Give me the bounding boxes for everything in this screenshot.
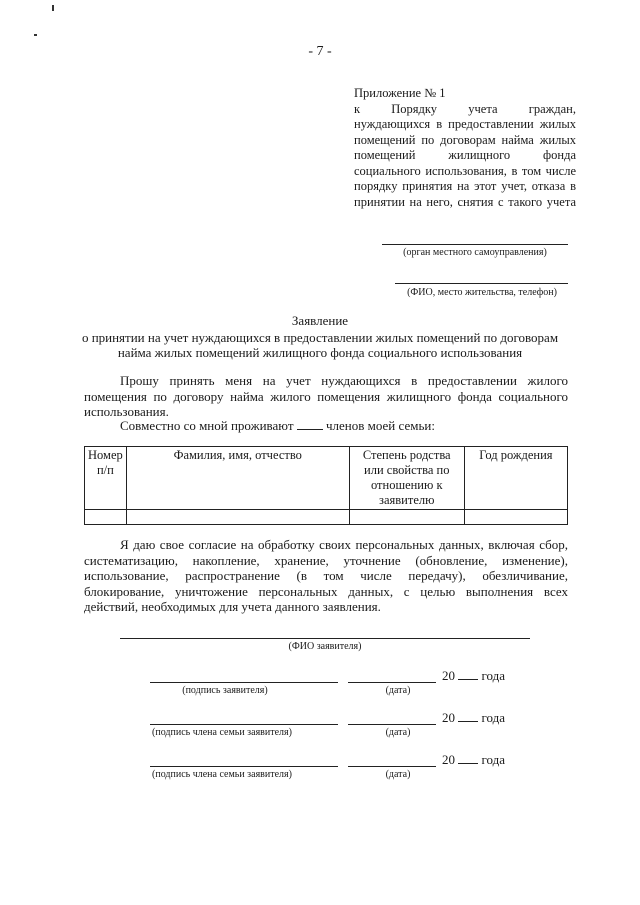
date-line[interactable]: [348, 724, 436, 725]
signature-caption: (подпись заявителя): [182, 685, 268, 696]
signature-line[interactable]: [150, 724, 338, 725]
appendix-block: [354, 86, 576, 210]
date-line[interactable]: [348, 766, 436, 767]
year-field: [442, 710, 505, 726]
year-field: [442, 752, 505, 768]
title-line: о принятии на учет нуждающихся в предоставлении жилых помещений по договорам: [81, 330, 559, 345]
table-header: Фамилия, имя, отчество: [126, 447, 349, 510]
year-suffix: года: [481, 668, 506, 683]
year-suffix: года: [481, 752, 506, 767]
applicant-field-line[interactable]: [395, 283, 568, 284]
appendix-line: принятии на него, снятия с такого учета: [354, 194, 576, 209]
table-header-row: [85, 447, 568, 510]
request-paragraph: Прошу принять меня на учет нуждающихся в предоставлении жилого помещения по договору найма жилого помещения жилищного фонда социального использования.: [84, 373, 568, 419]
year-input[interactable]: [458, 721, 478, 722]
date-line[interactable]: [348, 682, 436, 683]
table-cell[interactable]: [464, 510, 567, 525]
year-input[interactable]: [458, 763, 478, 764]
table-row: [85, 510, 568, 525]
appendix-line: порядку принятия на этот учет, отказа в: [354, 179, 576, 193]
table-header: Степень родства или свойства по отношению к заявителю: [349, 447, 464, 510]
applicant-field-caption: (ФИО, место жительства, телефон): [407, 287, 557, 298]
appendix-line: нуждающихся в предоставлении жилых: [354, 117, 576, 131]
scan-mark: [34, 34, 37, 36]
consent-paragraph: Я даю свое согласие на обработку своих персональных данных, включая сбор, систематизацию, накопление, хранение, уточнение (обновление, изменение), использование, распространение (в том числе передачу), обезличивание, блокирование, уничтожение персональных данных, с целью выполнения всех действий, необходимых для учета данного заявления.: [84, 537, 568, 614]
appendix-line: социального использования, в том числе: [354, 163, 576, 178]
year-suffix: года: [481, 710, 506, 725]
appendix-line: к Порядку учета граждан,: [354, 101, 576, 116]
signature-line[interactable]: [150, 682, 338, 683]
signature-caption: (подпись члена семьи заявителя): [152, 727, 292, 738]
family-table: [84, 446, 568, 525]
org-field-line[interactable]: [382, 244, 568, 245]
page-number: - 7 -: [308, 44, 332, 59]
family-count-field[interactable]: [297, 429, 323, 430]
family-count-line: [84, 418, 568, 434]
appendix-line: Приложение № 1: [354, 86, 446, 100]
date-caption: (дата): [385, 727, 411, 738]
signature-caption: (подпись члена семьи заявителя): [152, 769, 292, 780]
year-prefix: 20: [442, 752, 455, 767]
year-field: [442, 668, 505, 684]
document-title: [0, 313, 640, 360]
title-line: найма жилых помещений жилищного фонда социального использования: [117, 345, 523, 360]
year-input[interactable]: [458, 679, 478, 680]
year-prefix: 20: [442, 710, 455, 725]
applicant-fio-line[interactable]: [120, 638, 530, 639]
applicant-fio-caption: (ФИО заявителя): [288, 641, 362, 652]
table-cell[interactable]: [85, 510, 127, 525]
title-heading: Заявление: [291, 313, 349, 328]
table-header: Номер п/п: [85, 447, 127, 510]
appendix-line: помещений жилищного фонда: [354, 148, 576, 162]
scan-mark: [52, 5, 54, 11]
appendix-line: помещений по договорам найма жилых: [354, 132, 576, 147]
family-suffix: членов моей семьи:: [326, 418, 435, 433]
table-cell[interactable]: [349, 510, 464, 525]
family-prefix: Совместно со мной проживают: [120, 418, 294, 433]
date-caption: (дата): [385, 685, 411, 696]
org-field-caption: (орган местного самоуправления): [403, 247, 547, 258]
year-prefix: 20: [442, 668, 455, 683]
table-cell[interactable]: [126, 510, 349, 525]
table-header: Год рождения: [464, 447, 567, 510]
signature-line[interactable]: [150, 766, 338, 767]
date-caption: (дата): [385, 769, 411, 780]
